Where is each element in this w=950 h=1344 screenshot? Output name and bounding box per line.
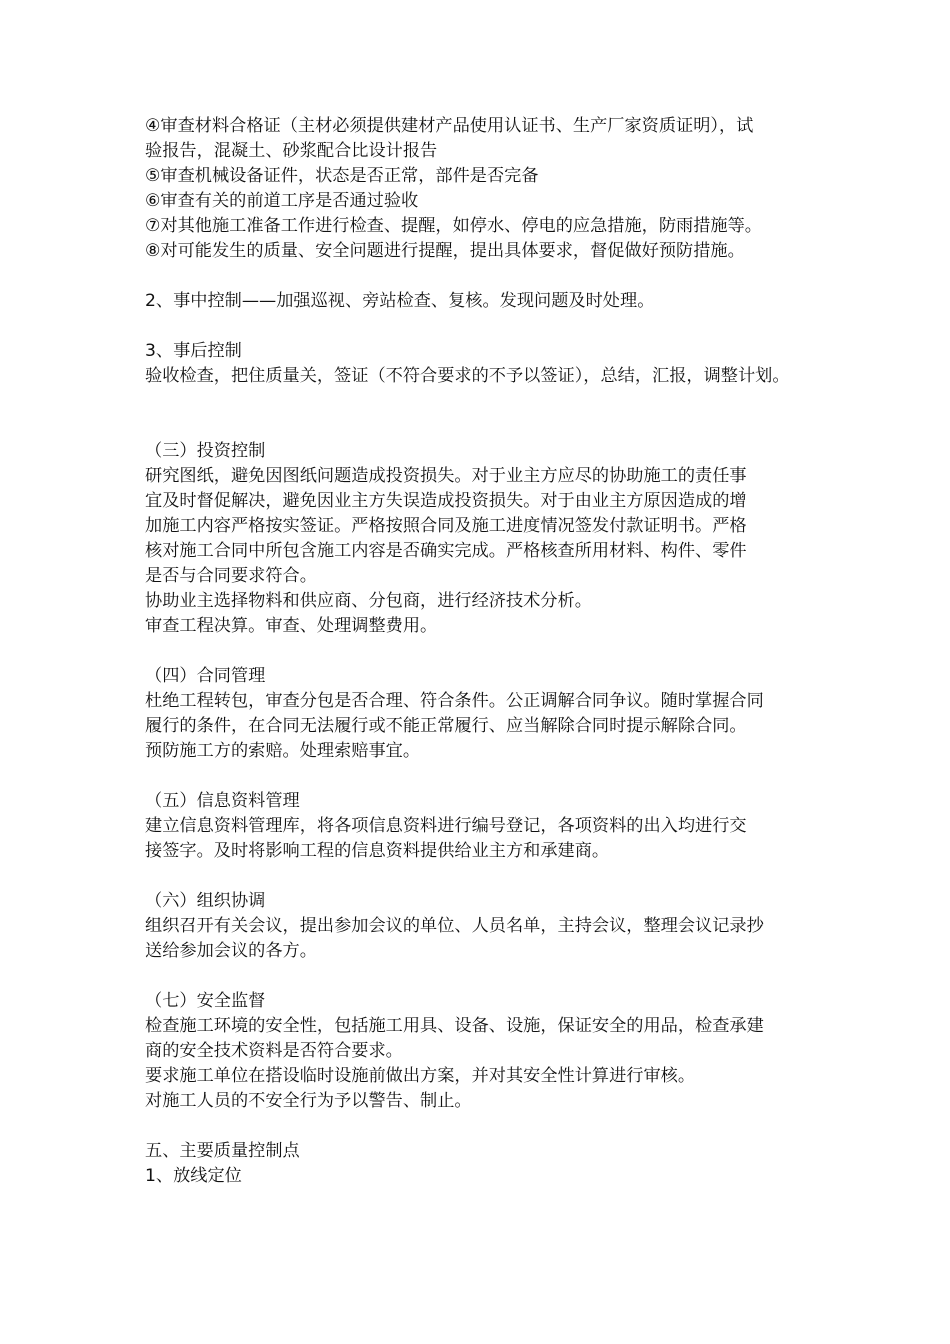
paragraph-gap bbox=[145, 964, 825, 989]
text-line: 2、事中控制——加强巡视、旁站检查、复核。发现问题及时处理。 bbox=[145, 291, 655, 311]
text-line: 审查工程决算。审查、处理调整费用。 bbox=[145, 616, 438, 636]
text-line: 协助业主选择物料和供应商、分包商，进行经济技术分析。 bbox=[145, 591, 592, 611]
text-line: 验收检查，把住质量关，签证（不符合要求的不予以签证），总结，汇报，调整计划。 bbox=[145, 366, 790, 386]
text-line: 预防施工方的索赔。处理索赔事宜。 bbox=[145, 741, 421, 761]
text-line: 加施工内容严格按实签证。严格按照合同及施工进度情况签发付款证明书。严格 bbox=[145, 516, 747, 536]
text-line: 验报告，混凝土、砂浆配合比设计报告 bbox=[145, 141, 438, 161]
text-line: 宜及时督促解决，避免因业主方失误造成投资损失。对于由业主方原因造成的增 bbox=[145, 491, 747, 511]
text-line: 组织召开有关会议，提出参加会议的单位、人员名单，主持会议，整理会议记录抄 bbox=[145, 916, 764, 936]
text-line: 研究图纸，避免因图纸问题造成投资损失。对于业主方应尽的协助施工的责任事 bbox=[145, 466, 747, 486]
paragraph-gap bbox=[145, 314, 825, 339]
text-line: 对施工人员的不安全行为予以警告、制止。 bbox=[145, 1091, 472, 1111]
text-line: ⑦对其他施工准备工作进行检查、提醒，如停水、停电的应急措施，防雨措施等。 bbox=[145, 216, 762, 236]
paragraph-gap bbox=[145, 764, 825, 789]
text-line: ④审查材料合格证（主材必须提供建材产品使用认证书、生产厂家资质证明），试 bbox=[145, 116, 754, 136]
paragraph-gap bbox=[145, 639, 825, 664]
paragraph-gap bbox=[145, 1114, 825, 1139]
paragraph-gap bbox=[145, 389, 825, 439]
chapter-heading: 五、主要质量控制点 bbox=[145, 1141, 300, 1161]
section-heading: （四）合同管理 bbox=[145, 666, 266, 686]
text-line: 检查施工环境的安全性，包括施工用具、设备、设施，保证安全的用品，检查承建 bbox=[145, 1016, 764, 1036]
paragraph-gap bbox=[145, 264, 825, 289]
text-line: 核对施工合同中所包含施工内容是否确实完成。严格核查所用材料、构件、零件 bbox=[145, 541, 747, 561]
section-heading: （七）安全监督 bbox=[145, 991, 266, 1011]
text-line: ⑥审查有关的前道工序是否通过验收 bbox=[145, 191, 419, 211]
document-page bbox=[145, 114, 825, 1189]
text-line: 杜绝工程转包，审查分包是否合理、符合条件。公正调解合同争议。随时掌握合同 bbox=[145, 691, 764, 711]
text-line: 履行的条件，在合同无法履行或不能正常履行、应当解除合同时提示解除合同。 bbox=[145, 716, 747, 736]
section-heading: （六）组织协调 bbox=[145, 891, 266, 911]
section-heading: （三）投资控制 bbox=[145, 441, 266, 461]
section-heading: 3、事后控制 bbox=[145, 341, 242, 361]
text-line: 要求施工单位在搭设临时设施前做出方案，并对其安全性计算进行审核。 bbox=[145, 1066, 696, 1086]
text-line: ⑤审查机械设备证件，状态是否正常，部件是否完备 bbox=[145, 166, 539, 186]
text-line: 接签字。及时将影响工程的信息资料提供给业主方和承建商。 bbox=[145, 841, 610, 861]
text-line: 建立信息资料管理库，将各项信息资料进行编号登记，各项资料的出入均进行交 bbox=[145, 816, 747, 836]
text-line: 送给参加会议的各方。 bbox=[145, 941, 317, 961]
text-line: ⑧对可能发生的质量、安全问题进行提醒，提出具体要求，督促做好预防措施。 bbox=[145, 241, 745, 261]
paragraph-gap bbox=[145, 864, 825, 889]
text-line: 是否与合同要求符合。 bbox=[145, 566, 317, 586]
text-line: 商的安全技术资料是否符合要求。 bbox=[145, 1041, 403, 1061]
section-heading: 1、放线定位 bbox=[145, 1166, 242, 1186]
section-heading: （五）信息资料管理 bbox=[145, 791, 300, 811]
